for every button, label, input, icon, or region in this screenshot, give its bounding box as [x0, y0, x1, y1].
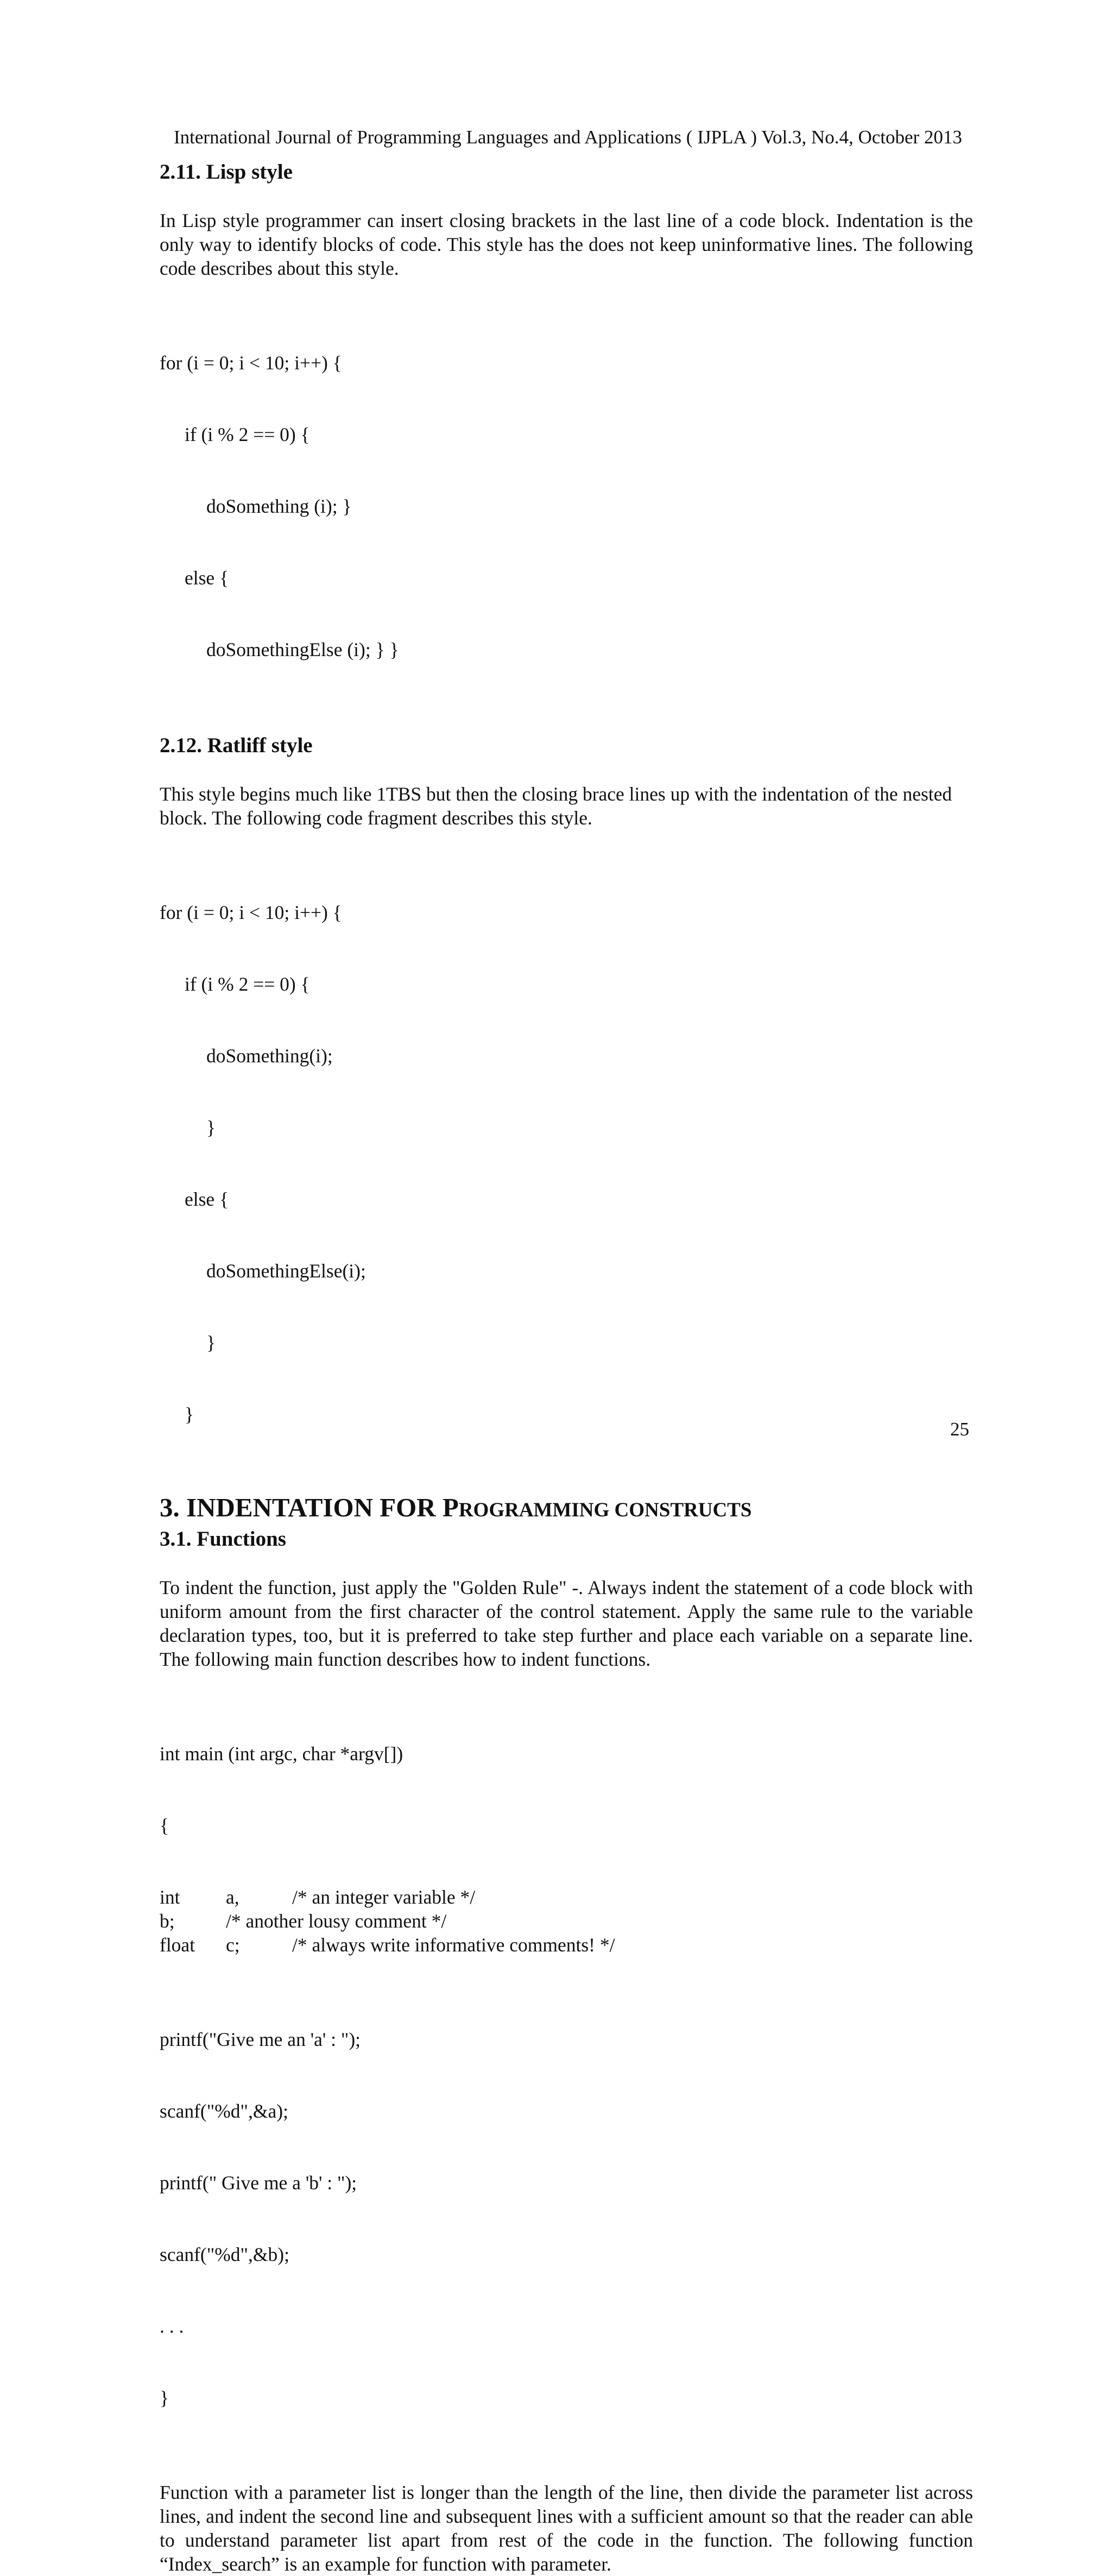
- declaration-type: int: [160, 1886, 180, 1908]
- code-line: if (i % 2 == 0) {: [185, 973, 310, 995]
- code-line: scanf("%d",&b);: [160, 2244, 289, 2265]
- running-header: International Journal of Programming Languages and Applications ( IJPLA ) Vol.3, No.4, October 2013: [174, 127, 962, 148]
- code-line: doSomethingElse (i); } }: [206, 639, 399, 660]
- code-block-lisp-style: [160, 303, 973, 709]
- paragraph-lisp-style: In Lisp style programmer can insert closing brackets in the last line of a code block. Indentation is the only way to identify blocks of code. This style has the does not keep uninformative lines. The following code describes about this style.: [160, 210, 973, 279]
- declaration-row: [160, 1885, 973, 1909]
- section-heading-3-smallcaps: ROGRAMMING CONSTRUCTS: [458, 1499, 752, 1521]
- code-line: else {: [185, 1188, 229, 1210]
- paragraph-function-parameters: Function with a parameter list is longer than the length of the line, then divide the parameter list across lines, and indent the second line and subsequent lines with a sufficient amount so that the reader can able to understand parameter list apart from rest of the code in the function. The following function “Index_search” is an example for function with parameter.: [160, 2481, 973, 2575]
- declaration-type: float: [160, 1934, 195, 1956]
- declaration-name: c;: [226, 1934, 240, 1956]
- code-line: int main (int argc, char *argv[]): [160, 1743, 403, 1765]
- section-heading-2-11: 2.11. Lisp style: [160, 160, 293, 184]
- code-line: printf(" Give me a 'b' : ");: [160, 2172, 357, 2194]
- code-line: for (i = 0; i < 10; i++) {: [160, 902, 342, 923]
- declaration-type: b;: [160, 1910, 175, 1932]
- code-line: {: [160, 1815, 169, 1836]
- declaration-comment: /* an integer variable */: [292, 1886, 476, 1908]
- declaration-name: a,: [226, 1886, 239, 1908]
- code-block-main-body: [160, 1980, 973, 2458]
- code-line: }: [160, 2387, 169, 2409]
- code-line: }: [206, 1332, 216, 1353]
- code-block-ratliff-style: [160, 853, 973, 1474]
- page-number: 25: [950, 1419, 969, 1440]
- main-content: [160, 159, 973, 2576]
- paragraph-functions-intro: To indent the function, just apply the "Golden Rule" -. Always indent the statement of a code block with uniform amount from the first character of the control statement. Apply the same rule to the variable declaration types, too, but it is preferred to take step further and place each variable on a separate line. The following main function describes how to indent functions.: [160, 1577, 973, 1670]
- code-line: }: [185, 1403, 194, 1425]
- code-line: doSomething (i); }: [206, 495, 352, 517]
- declaration-comment: /* another lousy comment */: [226, 1910, 447, 1932]
- declaration-rows: [160, 1885, 973, 1957]
- declaration-comment: /* always write informative comments! */: [292, 1934, 615, 1956]
- code-line: }: [206, 1117, 216, 1138]
- code-line: else {: [185, 567, 229, 589]
- section-heading-3-1: 3.1. Functions: [160, 1527, 286, 1551]
- code-line: . . .: [160, 2315, 184, 2337]
- paragraph-ratliff-style: This style begins much like 1TBS but then the closing brace lines up with the indentation of the nested block. The following code fragment describes this style.: [160, 783, 952, 829]
- code-block-main-function: [160, 1694, 973, 1885]
- code-line: printf("Give me an 'a' : ");: [160, 2029, 361, 2050]
- section-heading-2-12: 2.12. Ratliff style: [160, 734, 313, 757]
- declaration-row: [160, 1933, 973, 1957]
- code-line: for (i = 0; i < 10; i++) {: [160, 352, 342, 374]
- section-heading-3-main: 3. INDENTATION FOR P: [160, 1492, 459, 1522]
- code-line: if (i % 2 == 0) {: [185, 424, 310, 445]
- declaration-row: [160, 1909, 973, 1933]
- code-line: doSomethingElse(i);: [206, 1260, 366, 1282]
- section-heading-3: [160, 1492, 973, 1526]
- code-line: doSomething(i);: [206, 1045, 333, 1067]
- code-line: scanf("%d",&a);: [160, 2100, 288, 2122]
